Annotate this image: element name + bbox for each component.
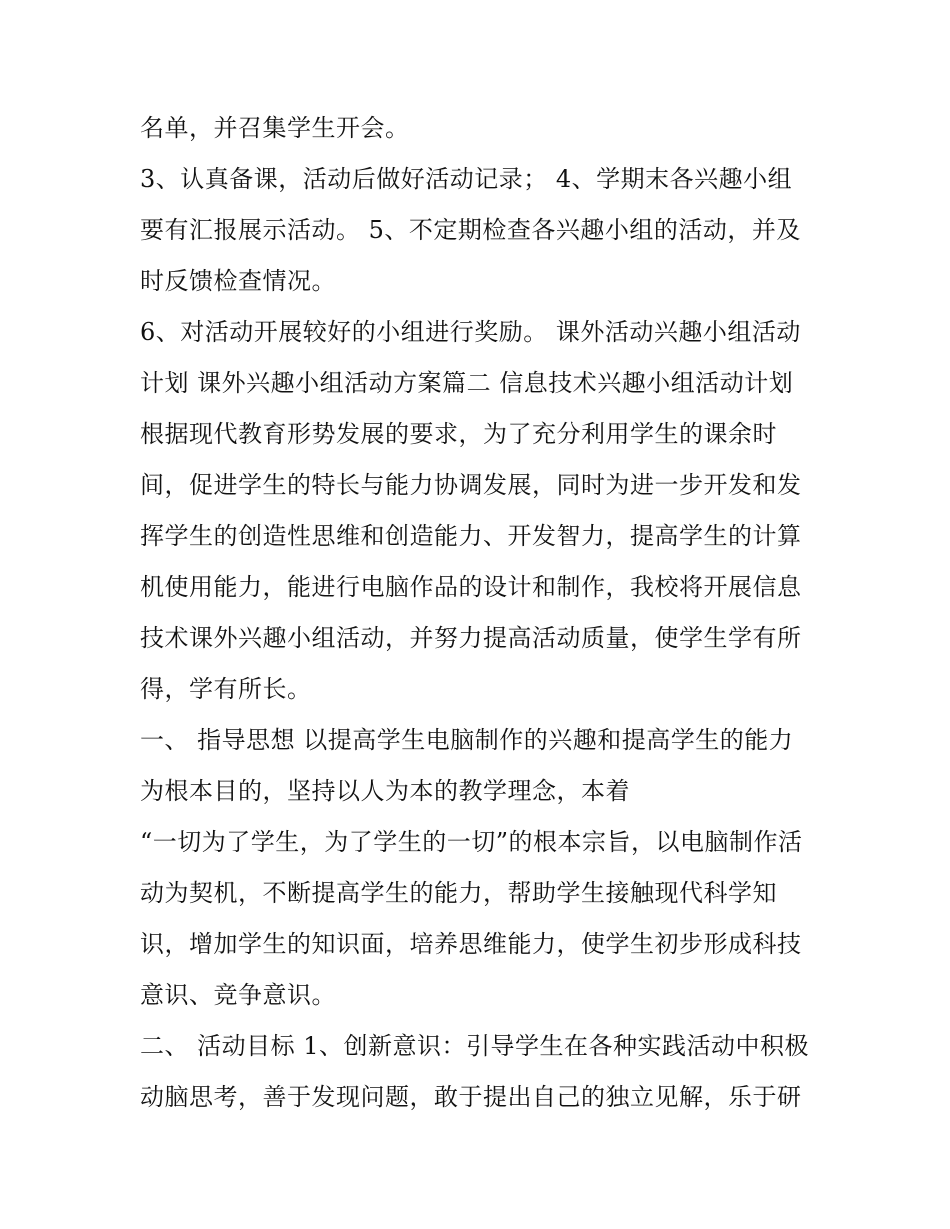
document-body <box>140 103 820 1123</box>
text-line: 意识、竞争意识。 <box>140 981 336 1009</box>
text-line: 计划 课外兴趣小组活动方案篇二 信息技术兴趣小组活动计划 <box>140 369 794 397</box>
text-line: 要有汇报展示活动。 5、不定期检查各兴趣小组的活动，并及 <box>140 216 801 244</box>
text-line: “一切为了学生，为了学生的一切”的根本宗旨，以电脑制作活 <box>140 828 803 856</box>
text-line: 时反馈检查情况。 <box>140 267 336 295</box>
text-line: 根据现代教育形势发展的要求，为了充分利用学生的课余时 <box>140 420 777 448</box>
text-line: 一、 指导思想 以提高学生电脑制作的兴趣和提高学生的能力 <box>140 726 794 754</box>
text-line: 名单，并召集学生开会。 <box>140 114 410 142</box>
text-line: 技术课外兴趣小组活动，并努力提高活动质量，使学生学有所 <box>140 624 802 652</box>
text-line: 动脑思考，善于发现问题，敢于提出自己的独立见解，乐于研 <box>140 1083 802 1111</box>
text-line: 动为契机，不断提高学生的能力，帮助学生接触现代科学知 <box>140 879 777 907</box>
text-line: 机使用能力，能进行电脑作品的设计和制作，我校将开展信息 <box>140 573 802 601</box>
text-line: 二、 活动目标 1、创新意识：引导学生在各种实践活动中积极 <box>140 1032 810 1060</box>
text-line: 间，促进学生的特长与能力协调发展，同时为进一步开发和发 <box>140 471 802 499</box>
text-line: 3、认真备课，活动后做好活动记录； 4、学期末各兴趣小组 <box>140 165 793 193</box>
text-line: 为根本目的，坚持以人为本的教学理念，本着 <box>140 777 630 805</box>
text-line: 识，增加学生的知识面，培养思维能力，使学生初步形成科技 <box>140 930 802 958</box>
text-line: 挥学生的创造性思维和创造能力、开发智力，提高学生的计算 <box>140 522 802 550</box>
text-line: 得，学有所长。 <box>140 675 312 703</box>
text-line: 6、对活动开展较好的小组进行奖励。 课外活动兴趣小组活动 <box>140 318 801 346</box>
